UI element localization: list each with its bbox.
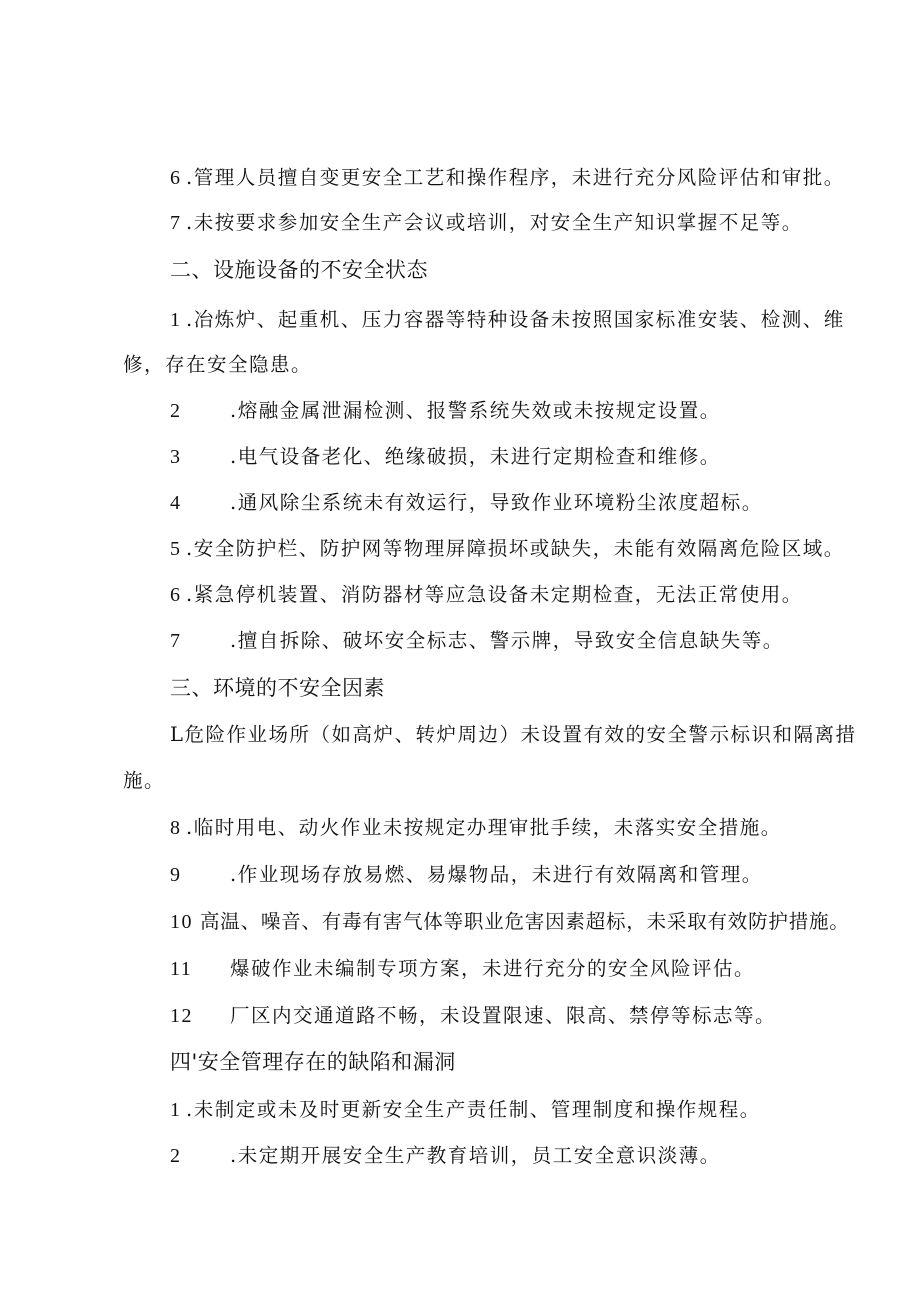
list-number: 5 (170, 538, 182, 560)
list-text: .未制定或未及时更新安全生产责任制、管理制度和操作规程。 (186, 1098, 761, 1121)
list-number: 4 (170, 492, 182, 514)
list-text: 施。 (123, 769, 166, 792)
list-text: .擅自拆除、破坏安全标志、警示牌，导致安全信息缺失等。 (230, 629, 784, 652)
list-number: 2 (170, 400, 182, 422)
list-text: .临时用电、动火作业未按规定办理审批手续，未落实安全措施。 (186, 816, 782, 839)
list-number: 1 (170, 1099, 182, 1121)
list-number: 7 (170, 630, 182, 652)
list-number: 11 (170, 958, 193, 980)
list-text: .电气设备老化、绝缘破损，未进行定期检查和维修。 (230, 445, 721, 468)
list-number: 9 (170, 864, 182, 886)
list-text: .未按要求参加安全生产会议或培训，对安全生产知识掌握不足等。 (186, 211, 803, 234)
list-number: 10 (170, 911, 193, 933)
list-text: .未定期开展安全生产教育培训，员工安全意识淡薄。 (230, 1144, 721, 1167)
list-number: 3 (170, 446, 182, 468)
list-text: 爆破作业未编制专项方案，未进行充分的安全风险评估。 (230, 957, 756, 980)
list-text: L危险作业场所（如高炉、转炉周边）未设置有效的安全警示标识和隔离措 (170, 723, 857, 746)
list-number: 6 (170, 167, 182, 189)
section-heading: 三、环境的不安全因素 (170, 676, 385, 700)
list-number: 2 (170, 1145, 182, 1167)
list-text: .通风除尘系统未有效运行，导致作业环境粉尘浓度超标。 (230, 491, 763, 514)
list-text: .冶炼炉、起重机、压力容器等特种设备未按照国家标准安装、检测、维 (186, 308, 845, 331)
list-number: 12 (170, 1005, 193, 1027)
list-text: .管理人员擅自变更安全工艺和操作程序，未进行充分风险评估和审批。 (186, 166, 845, 189)
list-number: 7 (170, 212, 182, 234)
list-text: .紧急停机装置、消防器材等应急设备未定期检查，无法正常使用。 (186, 583, 803, 606)
list-text: .作业现场存放易燃、易爆物品，未进行有效隔离和管理。 (230, 863, 763, 886)
list-number: 8 (170, 817, 182, 839)
section-heading: 四'安全管理存在的缺陷和漏洞 (170, 1050, 456, 1074)
list-text: .安全防护栏、防护网等物理屏障损坏或缺失，未能有效隔离危险区域。 (186, 537, 845, 560)
list-text: 厂区内交通道路不畅，未设置限速、限高、禁停等标志等。 (230, 1004, 777, 1027)
list-text: 修，存在安全隐患。 (123, 353, 313, 376)
list-text: .熔融金属泄漏检测、报警系统失效或未按规定设置。 (230, 399, 721, 422)
list-number: 1 (170, 309, 182, 331)
section-heading: 二、设施设备的不安全状态 (170, 258, 428, 282)
list-number: 6 (170, 584, 182, 606)
list-text: 高温、噪音、有毒有害气体等职业危害因素超标，未采取有效防护措施。 (200, 910, 850, 933)
